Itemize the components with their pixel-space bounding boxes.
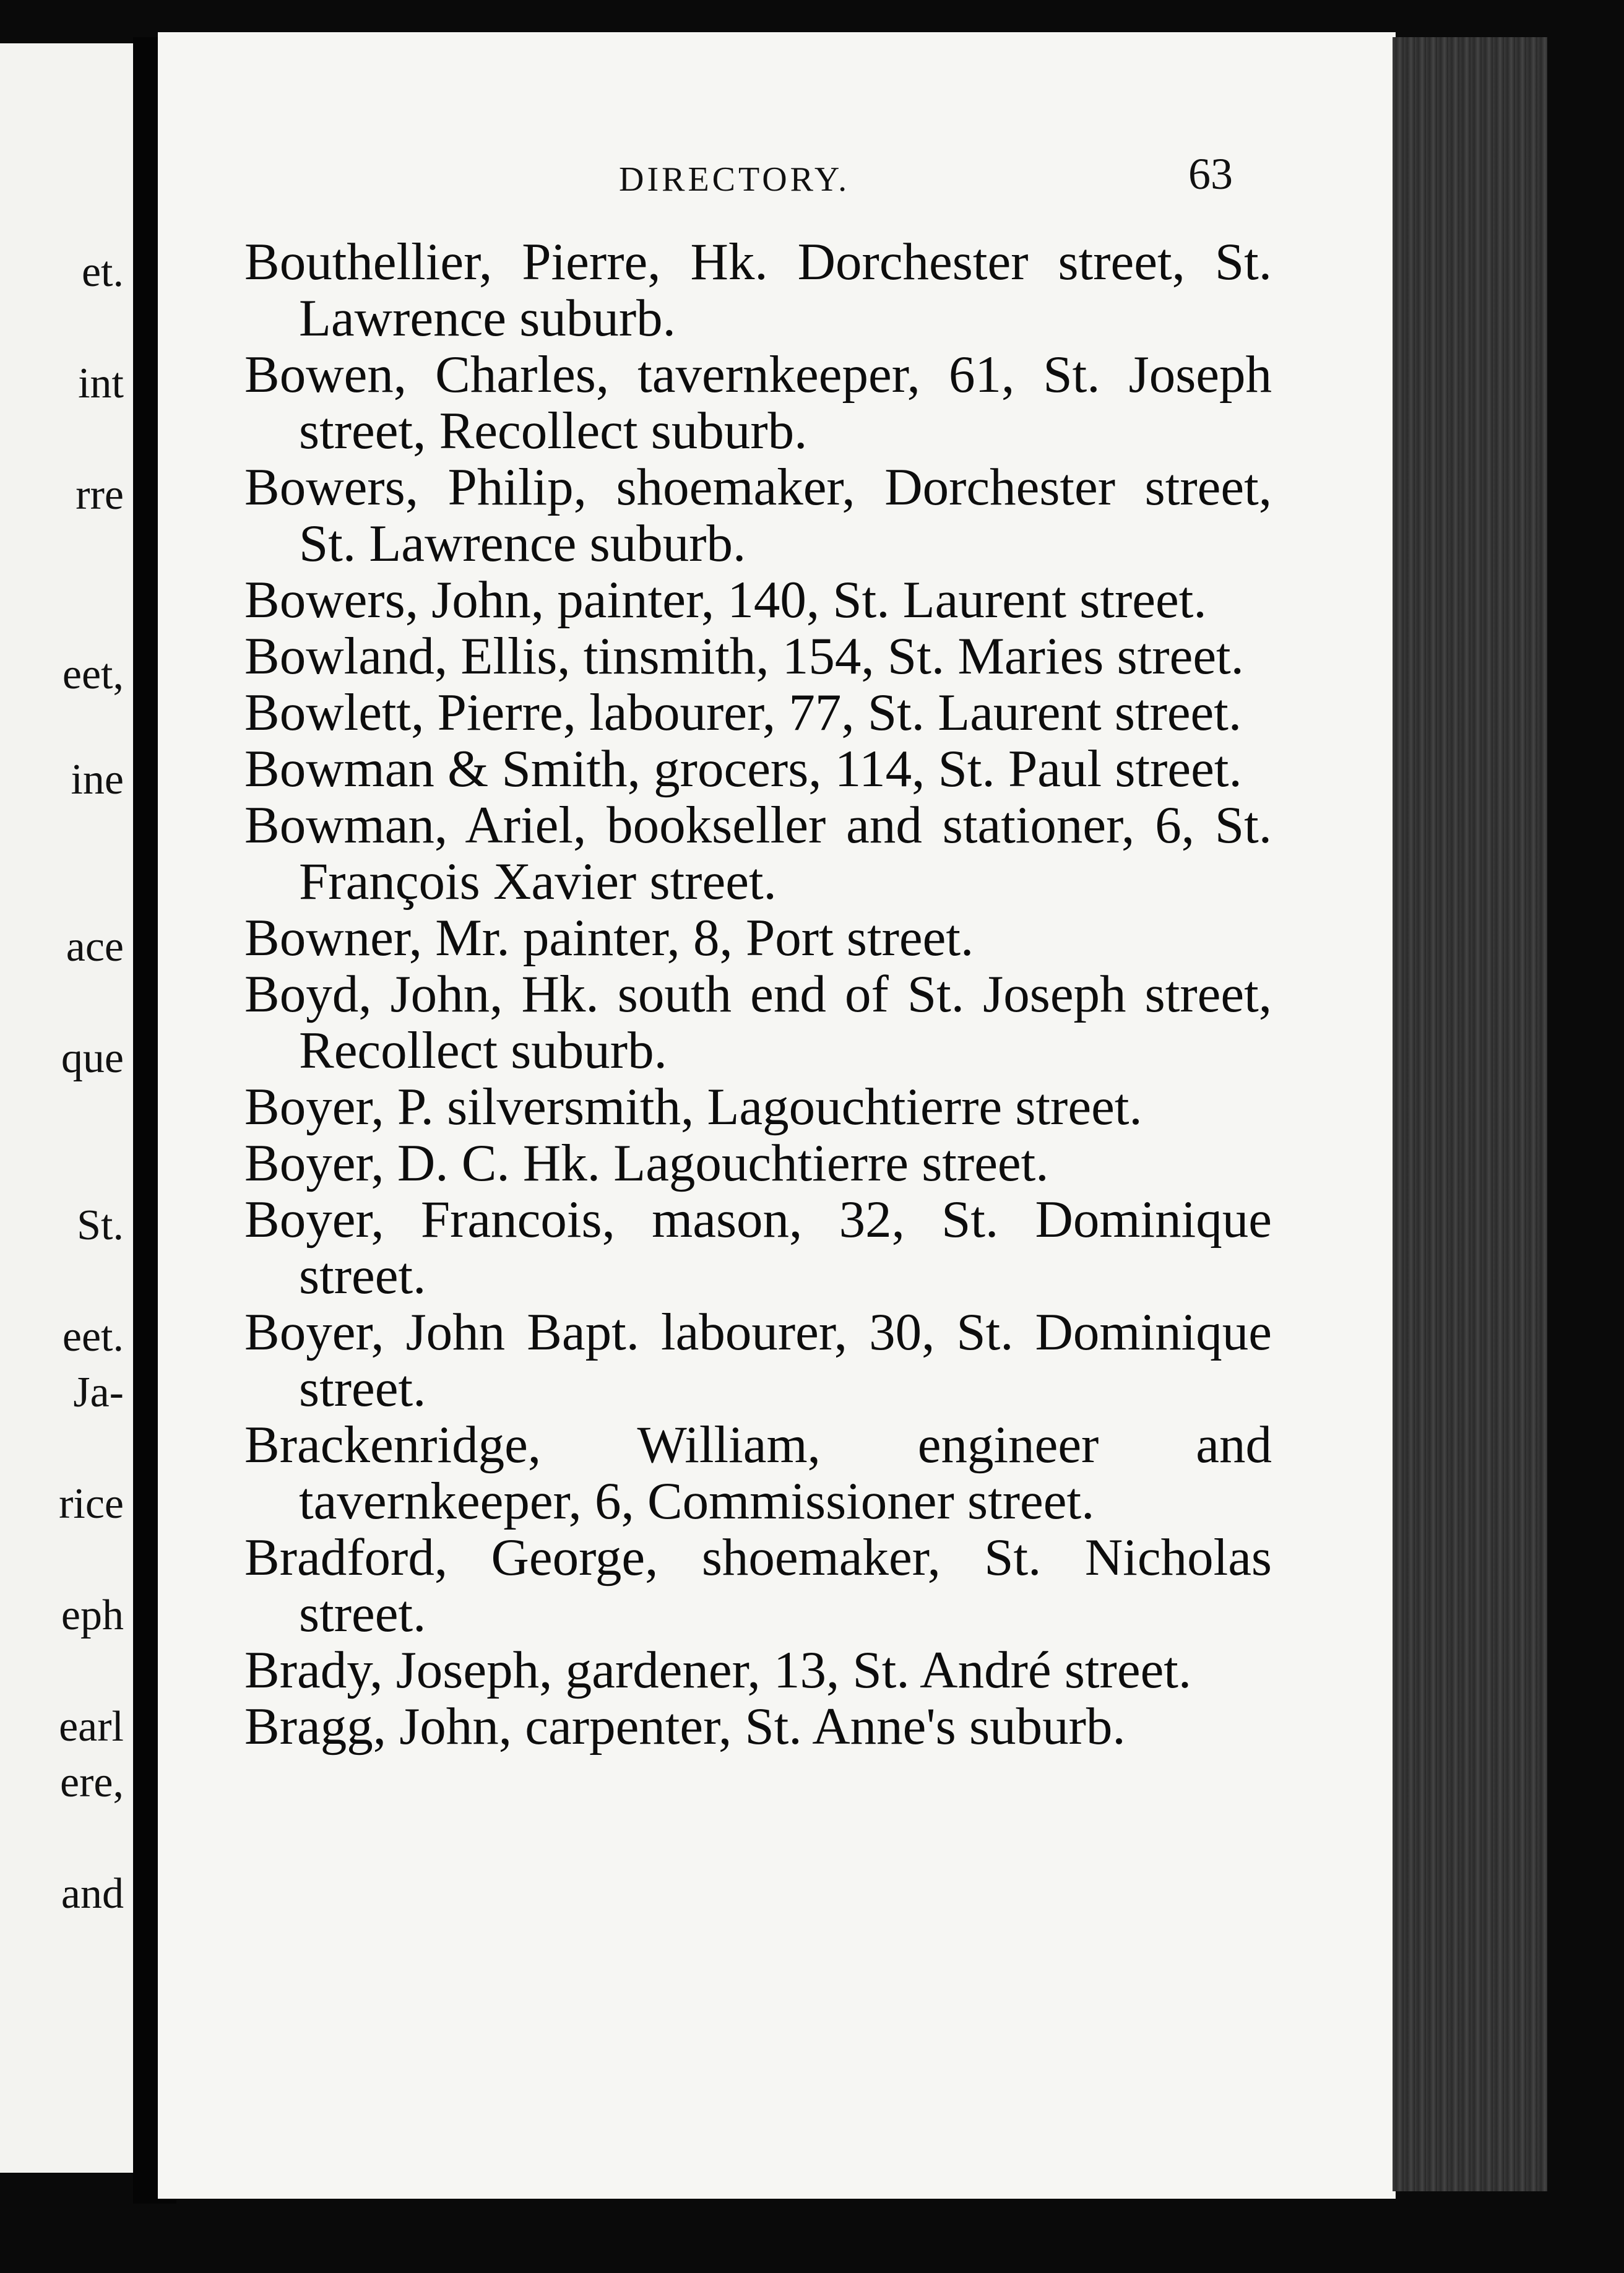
directory-entry: Bragg, John, carpenter, St. Anne's suburb. — [244, 1697, 1126, 1756]
directory-entry: Boyer, John Bapt. labourer, 30, St. Dominique street. — [244, 1303, 1272, 1418]
facing-page-fragment: and — [61, 1870, 124, 1918]
directory-entry: Boyd, John, Hk. south end of St. Joseph street, Recollect suburb. — [244, 965, 1272, 1080]
facing-page-fragment: eph — [61, 1591, 124, 1639]
page-edge — [1393, 37, 1547, 2191]
directory-entry: Boyer, P. silversmith, Lagouchtierre street. — [244, 1078, 1142, 1136]
directory-entry: Boyer, D. C. Hk. Lagouchtierre street. — [244, 1134, 1049, 1192]
facing-page — [0, 43, 133, 2173]
directory-entry: Bowman, Ariel, bookseller and stationer, 6, St. François Xavier street. — [244, 796, 1272, 911]
directory-entry: Bowner, Mr. painter, 8, Port street. — [244, 909, 974, 967]
facing-page-fragment: St. — [77, 1201, 124, 1249]
directory-entry: Bowman & Smith, grocers, 114, St. Paul street. — [244, 740, 1242, 798]
facing-page-fragment: eet, — [62, 651, 124, 698]
directory-entry: Bowlett, Pierre, labourer, 77, St. Laurent street. — [244, 683, 1242, 742]
directory-entry: Bowers, Philip, shoemaker, Dorchester street, St. Lawrence suburb. — [244, 458, 1272, 573]
facing-page-fragment: earl — [59, 1703, 124, 1751]
directory-entry: Bowen, Charles, tavernkeeper, 61, St. Joseph street, Recollect suburb. — [244, 345, 1272, 460]
facing-page-fragment: int — [78, 360, 124, 407]
facing-page-fragment: ace — [66, 923, 124, 971]
directory-entry: Bowers, John, painter, 140, St. Laurent street. — [244, 571, 1207, 629]
facing-page-fragment: rice — [59, 1480, 124, 1528]
directory-entry: Brady, Joseph, gardener, 13, St. André street. — [244, 1641, 1192, 1699]
facing-page-fragment: rre — [76, 471, 124, 519]
directory-entry: Boyer, Francois, mason, 32, St. Dominique street. — [244, 1190, 1272, 1305]
page-number: 63 — [1188, 149, 1233, 199]
facing-page-fragment: Ja- — [73, 1369, 124, 1416]
running-head: DIRECTORY. — [619, 160, 850, 199]
directory-entries — [244, 234, 1272, 1755]
directory-entry: Bowland, Ellis, tinsmith, 154, St. Maries street. — [244, 627, 1244, 685]
facing-page-fragment: et. — [81, 248, 124, 296]
facing-page-fragment: ine — [71, 756, 124, 803]
directory-entry: Bradford, George, shoemaker, St. Nicholas street. — [244, 1528, 1272, 1643]
facing-page-fragment: que — [61, 1034, 124, 1082]
facing-page-fragment: ere, — [60, 1759, 124, 1806]
directory-entry: Brackenridge, William, engineer and tavernkeeper, 6, Commissioner street. — [244, 1416, 1272, 1530]
facing-page-fragment: eet. — [62, 1313, 124, 1361]
directory-entry: Bouthellier, Pierre, Hk. Dorchester street, St. Lawrence suburb. — [244, 233, 1272, 347]
